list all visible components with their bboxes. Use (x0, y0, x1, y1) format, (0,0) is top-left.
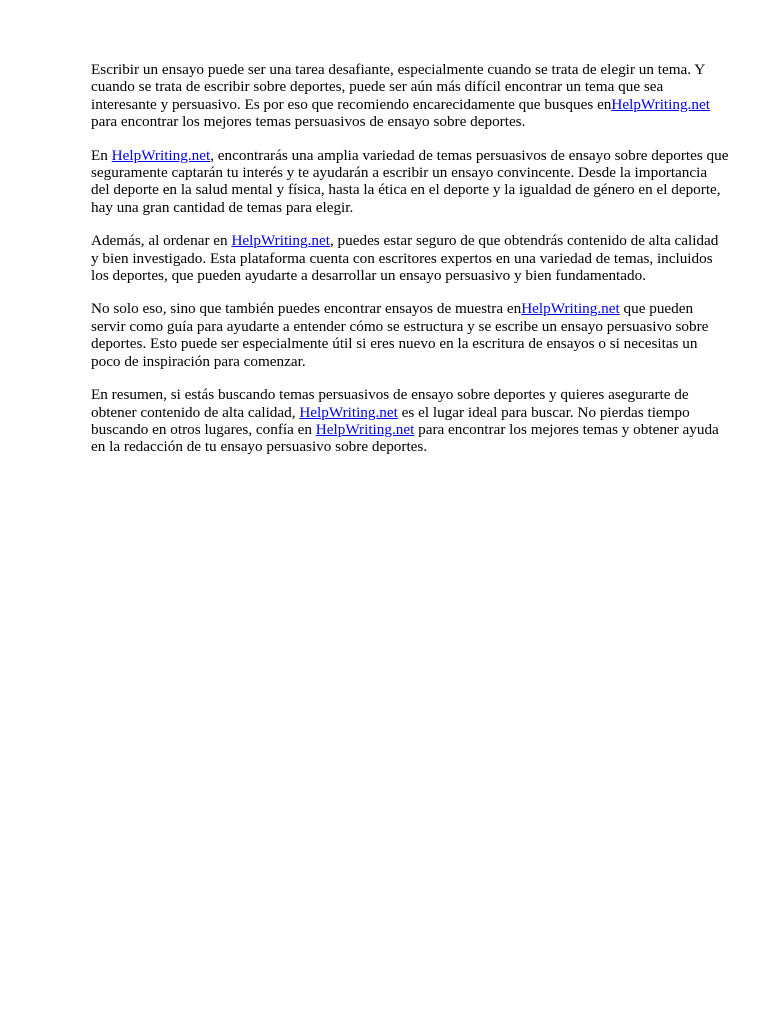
helpwriting-link[interactable]: HelpWriting.net (611, 95, 710, 113)
paragraph-1 (91, 61, 729, 131)
paragraph-5 (91, 386, 729, 456)
paragraph-2-text-b: , encontrarás una amplia variedad de temas persuasivos de ensayo sobre deportes que seguramente captarán tu interés y te ayudarán a escribir un ensayo convincente. Desde la importancia del deporte en la salud mental y física, hasta la ética en el deporte y la igualdad de género en el deporte, hay una gran cantidad de temas para elegir. (91, 146, 729, 216)
paragraph-3-text-a: Además, al ordenar en (91, 232, 232, 250)
paragraph-3 (91, 232, 729, 284)
paragraph-5-text-c: para encontrar los mejores temas y obtener ayuda en la redacción de tu ensayo persuasivo sobre deportes. (91, 420, 719, 456)
paragraph-2 (91, 147, 729, 217)
paragraph-2-text-a: En (91, 146, 112, 164)
paragraph-5-text-b: es el lugar ideal para buscar. No pierdas tiempo buscando en otros lugares, confía en (91, 403, 690, 438)
paragraph-5-text-a: En resumen, si estás buscando temas persuasivos de ensayo sobre deportes y quieres asegurarte de obtener contenido de alta calidad, (91, 386, 689, 421)
paragraph-4 (91, 300, 729, 370)
document-page (91, 61, 729, 472)
helpwriting-link[interactable]: HelpWriting.net (299, 403, 398, 421)
helpwriting-link[interactable]: HelpWriting.net (231, 232, 330, 250)
paragraph-4-text-a: No solo eso, sino que también puedes encontrar ensayos de muestra en (91, 300, 522, 318)
helpwriting-link-2[interactable]: HelpWriting.net (315, 420, 415, 438)
paragraph-1-text-b: para encontrar los mejores temas persuasivos de ensayo sobre deportes. (91, 113, 526, 131)
paragraph-1-text-a: Escribir un ensayo puede ser una tarea desafiante, especialmente cuando se trata de elegir un tema. Y cuando se trata de escribir sobre deportes, puede ser aún más difícil encontrar un tema que sea interesante y persuasivo. Es por eso que recomiendo encarecidamente que busques en (91, 61, 705, 113)
helpwriting-link[interactable]: HelpWriting.net (521, 300, 620, 318)
helpwriting-link[interactable]: HelpWriting.net (111, 146, 211, 164)
paragraph-4-text-b: que pueden servir como guía para ayudarte a entender cómo se estructura y se escribe un ensayo persuasivo sobre deportes. Esto puede ser especialmente útil si eres nuevo en la escritura de ensayos o si necesitas un poco de inspiración para comenzar. (91, 300, 709, 370)
paragraph-3-text-b: , puedes estar seguro de que obtendrás contenido de alta calidad y bien investigado. Esta plataforma cuenta con escritores expertos en una variedad de temas, incluidos los deportes, que pueden ayudarte a desarrollar un ensayo persuasivo y bien fundamentado. (91, 232, 719, 285)
